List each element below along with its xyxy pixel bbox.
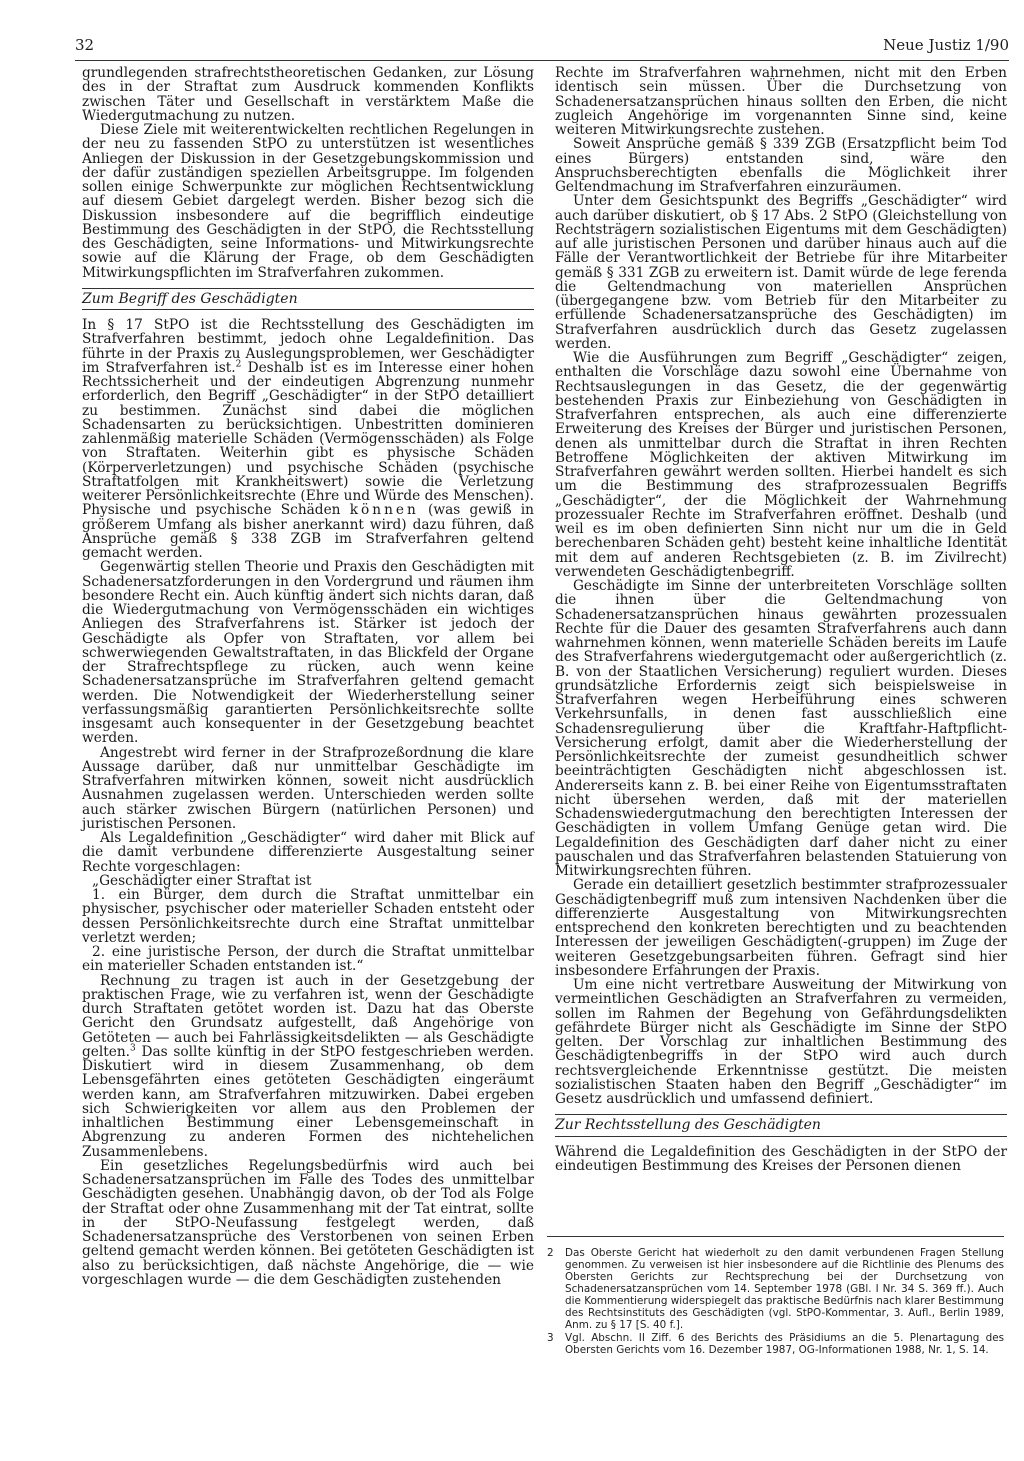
paragraph bbox=[82, 974, 534, 1159]
paragraph: grundlegenden strafrechtstheoretischen Gedanken, zur Lösung des in der Straftat zum Ausdruck kommenden Konflikts zwischen Täter und Gesellschaft in verstärktem Maße die Wiedergutmachung zu nutzen. bbox=[82, 65, 534, 124]
paragraph: Soweit Ansprüche gemäß § 339 ZGB (Ersatzpflicht beim Tod eines Bürgers) entstanden sind, wäre den Anspruchsberechtigten ebenfalls die Möglichkeit ihrer Geltendmachung im Strafverfahren einzuräumen. bbox=[555, 136, 1007, 195]
section-heading: Zum Begriff des Geschädigten bbox=[82, 288, 534, 310]
quote-line: 2. eine juristische Person, der durch die Straftat unmittelbar ein materieller Schaden entstanden ist.“ bbox=[82, 944, 534, 975]
emphasized-word: können bbox=[349, 502, 419, 519]
quote-line: 1. ein Bürger, dem durch die Straftat unmittelbar ein physischer, psychischer oder materieller Schaden entsteht oder dessen Persönlichkeitsrechte durch eine Straftat unmittelbar verletzt werden; bbox=[82, 887, 534, 946]
paragraph-text: (was gewiß in größerem Umfang als bisher anerkannt wird) dazu führen, daß Ansprüche gemäß § 338 ZGB im Strafverfahren geltend gemacht werden. bbox=[82, 502, 534, 561]
footnote-mark: 3 bbox=[547, 1332, 554, 1344]
paragraph: Geschädigte im Sinne der unterbreiteten Vorschläge sollten die ihnen über die Geltendmachung von Schadenersatzansprüchen hinaus gewährten prozessualen Rechte für die Dauer des gesamten Strafverfahrens auch dann wahrnehmen können, wenn materielle Schäden bereits im Laufe des Strafverfahrens wiedergutgemacht oder außergerichtlich (z. B. von der Staatlichen Versicherung) reguliert wurden. Dieses grundsätzliche Erfordernis zeigt sich beispielsweise in Strafverfahren wegen Herbeiführung eines schweren Verkehrsunfalls, in denen fast ausschließlich eine Schadensregulierung über die Kraftfahr-Haftpflicht-Versicherung erfolgt, damit aber die Wiederherstellung der Persönlichkeitsrechte der zumeist gesundheitlich schwer beeinträchtigten Geschädigten nicht abgeschlossen ist. Andererseits kann z. B. bei einer Reihe von Eigentumsstraftaten nicht übersehen werden, daß mit der materiellen Schadenswiedergutmachung den berechtigten Interessen der Geschädigten in vollem Umfang Genüge getan wird. Die Legaldefinition des Geschädigten darf daher nicht zu einer pauschalen und das Strafverfahren belastenden Statuierung von Mitwirkungsrechten führen. bbox=[555, 578, 1007, 879]
paragraph: Ein gesetzliches Regelungsbedürfnis wird auch bei Schadenersatzansprüchen im Falle des Todes des unmittelbar Geschädigten gesehen. Unabhängig davon, ob der Tod als Folge der Straftat oder ohne Zusammenhang mit der Tat eintrat, sollte in der StPO-Neufassung festgelegt werden, daß Schadenersatzansprüche des Verstorbenen von seinen Erben geltend gemacht werden können. Bei getöteten Geschädigten ist also zu berücksichtigen, daß nächste Angehörige, die — wie vorgeschlagen wurde — die dem Geschädigten zustehenden bbox=[82, 1157, 534, 1288]
section-heading: Zur Rechtsstellung des Geschädigten bbox=[555, 1114, 1007, 1136]
footnote-ref[interactable]: 2 bbox=[235, 359, 242, 370]
footnote-text: Vgl. Abschn. II Ziff. 6 des Berichts des Präsidiums an die 5. Plenartagung des Obersten Gerichts vom 16. Dezember 1987, OG-Informationen 1988, Nr. 1, S. 14. bbox=[565, 1332, 1004, 1356]
paragraph: Unter dem Gesichtspunkt des Begriffs „Geschädigter“ wird auch darüber diskutiert, ob § 17 Abs. 2 StPO (Gleichstellung von Rechtsträgern sozialistischen Eigentums mit dem Geschädigten) auf alle juristischen Personen und darüber hinaus auch auf die Fälle der Verantwortlichkeit der Betriebe für ihre Mitarbeiter gemäß § 331 ZGB zu erweitern ist. Damit würde de lege ferenda die Geltendmachung von materiellen Ansprüchen (übergegangene bzw. vom Betrieb für den Mitarbeiter zu erfüllende Schadenersatzansprüche des Geschädigten) im Strafverfahren ausdrücklich durch das Gesetz zugelassen werden. bbox=[555, 193, 1007, 352]
footnotes bbox=[547, 1236, 1004, 1357]
paragraph: Gegenwärtig stellen Theorie und Praxis den Geschädigten mit Schadenersatzforderungen in den Vordergrund und räumen ihm besondere Recht ein. Auch künftig ändert sich nichts daran, daß die Wiedergutmachung von Vermögensschäden ein wichtiges Anliegen des Strafverfahrens ist. Stärker ist jedoch der Geschädigte als Opfer von Straftaten, vor allem bei schwerwiegenden Gewaltstraftaten, in das Blickfeld der Organe der Strafrechtspflege zu rücken, auch wenn keine Schadenersatzansprüche im Strafverfahren geltend gemacht werden. Die Notwendigkeit der Wiederherstellung seiner verfassungsmäßig garantierten Persönlichkeitsrechte sollte insgesamt auch konsequenter in der Gesetzgebung beachtet werden. bbox=[82, 559, 534, 747]
paragraph: Um eine nicht vertretbare Ausweitung der Mitwirkung von vermeintlichen Geschädigten an Strafverfahren zu vermeiden, sollen im Rahmen der Begehung von Gefährdungsdelikten gefährdete Bürger nicht als Geschädigte im Sinne der StPO gelten. Der Vorschlag zur inhaltlichen Bestimmung des Geschädigtenbegriffs in der StPO wird auch durch rechtsvergleichende Erkenntnisse gestützt. Die meisten sozialistischen Staaten haben den Begriff „Geschädigter“ im Gesetz ausdrücklich und umfassend definiert. bbox=[555, 977, 1007, 1107]
footnote bbox=[547, 1332, 1004, 1356]
right-column bbox=[555, 66, 1007, 1396]
paragraph bbox=[82, 318, 534, 560]
paragraph-text: Das sollte künftig in der StPO festgeschrieben werden. Diskutiert wird in diesem Zusammenhang, ob dem Lebensgefährten eines getöteten Geschädigten eingeräumt werden kann, am Strafverfahren mitzuwirken. Dabei ergeben sich Schwierigkeiten vor allem aus den Problemen der inhaltlichen Bestimmung einer Lebensgemeinschaft in Abgrenzung zu anderen Formen des nichtehelichen Zusammenlebens. bbox=[82, 1043, 534, 1160]
paragraph: Diese Ziele mit weiterentwickelten rechtlichen Regelungen in der neu zu fassenden StPO zu unterstützen ist wesentliches Anliegen der Diskussion in der Gesetzgebungskommission und der dafür zuständigen speziellen Arbeitsgruppe. Im folgenden sollen einige Schwerpunkte zur möglichen Rechtsentwicklung auf diesem Gebiet dargelegt werden. Bisher bezog sich die Diskussion insbesondere auf die begrifflich eindeutige Bestimmung des Geschädigten in der StPO, die Rechtsstellung des Geschädigten, seine Informations- und Mitwirkungsrechte sowie auf die Klärung der Frage, ob dem Geschädigten Mitwirkungspflichten im Strafverfahren zukommen. bbox=[82, 122, 534, 281]
footnote bbox=[547, 1247, 1004, 1331]
left-column bbox=[82, 66, 534, 1386]
footnote-text: Das Oberste Gericht hat wiederholt zu den damit verbundenen Fragen Stellung genommen. Zu verweisen ist hier insbesondere auf die Richtlinie des Plenums des Obersten Gerichts zur Rechtsprechung bei der Durchsetzung von Schadenersatzansprüchen vom 14. September 1978 (GBl. I Nr. 34 S. 369 ff.). Auch die Kommentierung widerspiegelt das praktische Bedürfnis nach klarer Bestimmung des Rechtsinstituts des Geschädigten (vgl. StPO-Kommentar, 3. Aufl., Berlin 1989, Anm. zu § 17 [S. 40 f.]. bbox=[565, 1247, 1004, 1331]
paragraph: Gerade ein detailliert gesetzlich bestimmter strafprozessualer Geschädigtenbegriff muß zum intensiven Nachdenken über die differenzierte Ausgestaltung von Mitwirkungsrechten entsprechend den konkreten berechtigten und zu beachtenden Interessen der jeweiligen Geschädigten(-gruppen) im Zuge der weiteren Gesetzgebungsarbeiten führen. Gefragt sind hier insbesondere Erfahrungen der Praxis. bbox=[555, 877, 1007, 979]
paragraph: Während die Legaldefinition des Geschädigten in der StPO der eindeutigen Bestimmung des Kreises der Personen dienen bbox=[555, 1143, 1007, 1174]
footnote-ref[interactable]: 3 bbox=[130, 1043, 136, 1054]
paragraph-text: In § 17 StPO ist die Rechtsstellung des Geschädigten im Strafverfahren bestimmt, jedoch ohne Legaldefinition. Das führte in der Praxis zu Auslegungsproblemen, wer Geschädigter im Strafverfahren ist. bbox=[82, 317, 534, 376]
paragraph: Angestrebt wird ferner in der Strafprozeßordnung die klare Aussage darüber, daß nur unmittelbar Geschädigte im Strafverfahren mitwirken können, soweit nicht ausdrücklich Ausnahmen zugelassen werden. Unterschieden werden sollte auch stärker zwischen Bürgern (natürlichen Personen) und juristischen Personen. bbox=[82, 744, 534, 832]
paragraph-text: Rechnung zu tragen ist auch in der Gesetzgebung der praktischen Frage, wie zu verfahren ist, wenn der Geschädigte durch Straftaten getötet worden ist. Dazu hat das Oberste Gericht den Grundsatz aufgestellt, daß Angehörige von Getöteten — auch bei Fahrlässigkeitsdelikten — als Geschädigte gelten. bbox=[82, 972, 534, 1060]
paragraph: Wie die Ausführungen zum Begriff „Geschädigter“ zeigen, enthalten die Vorschläge dazu sowohl eine Übernahme von Rechtsauslegungen in das Gesetz, die der gegenwärtig bestehenden Praxis zur Einbeziehung von Geschädigten in Strafverfahren entsprechen, als auch eine differenzierte Erweiterung des Kreises der Bürger und juristischen Personen, denen als unmittelbar durch die Straftat in ihren Rechten Betroffene Möglichkeiten der aktiven Mitwirkung im Strafverfahren gewährt werden sollten. Hierbei handelt es sich um die Bestimmung des strafprozessualen Begriffs „Geschädigter“, der die Möglichkeit der Wahrnehmung prozessualer Rechte im Strafverfahren eröffnet. Deshalb (und weil es im oben definierten Sinn nicht nur um die in Geld berechenbaren Schäden geht) besteht keine inhaltliche Identität mit dem auf anderen Rechtsgebieten (z. B. im Zivilrecht) verwendeten Geschädigtenbegriff. bbox=[555, 350, 1007, 580]
page-header bbox=[75, 36, 1009, 60]
paragraph: Als Legaldefinition „Geschädigter“ wird daher mit Blick auf die damit verbundene differenzierte Ausgestaltung seiner Rechte vorgeschlagen: bbox=[82, 830, 534, 875]
footnote-mark: 2 bbox=[547, 1247, 554, 1259]
paragraph: Rechte im Strafverfahren wahrnehmen, nicht mit den Erben identisch sein müssen. Über die Durchsetzung von Schadenersatzansprüchen hinaus sollten den Erben, die nicht zugleich Angehörige im vorgenannten Sinne sind, keine weiteren Mitwirkungsrechte zustehen. bbox=[555, 65, 1007, 138]
quote-line: „Geschädigter einer Straftat ist bbox=[92, 872, 312, 889]
header-rule bbox=[75, 60, 1009, 61]
page-number: 32 bbox=[75, 36, 95, 54]
journal-issue: Neue Justiz 1/90 bbox=[883, 36, 1009, 54]
paragraph-text: Deshalb ist es im Interesse einer hohen Rechtssicherheit und der eindeutigen Abgrenzung nunmehr erforderlich, den Begriff „Geschädigter“ in der StPO detailliert zu bestimmen. Zunächst sind dabei die möglichen Schadensarten zu berücksichtigen. Unbestritten dominieren zahlenmäßig materielle Schäden (Vermögensschäden) als Folge von Straftaten. Weiterhin gibt es physische Schäden (Körperverletzungen) und psychische Schäden (psychische Straftatfolgen mit Krankheitswert) sowie die Verletzung weiterer Persönlichkeitsrechte (Ehre und Würde des Menschen). Physische und psychische Schäden bbox=[82, 359, 534, 519]
